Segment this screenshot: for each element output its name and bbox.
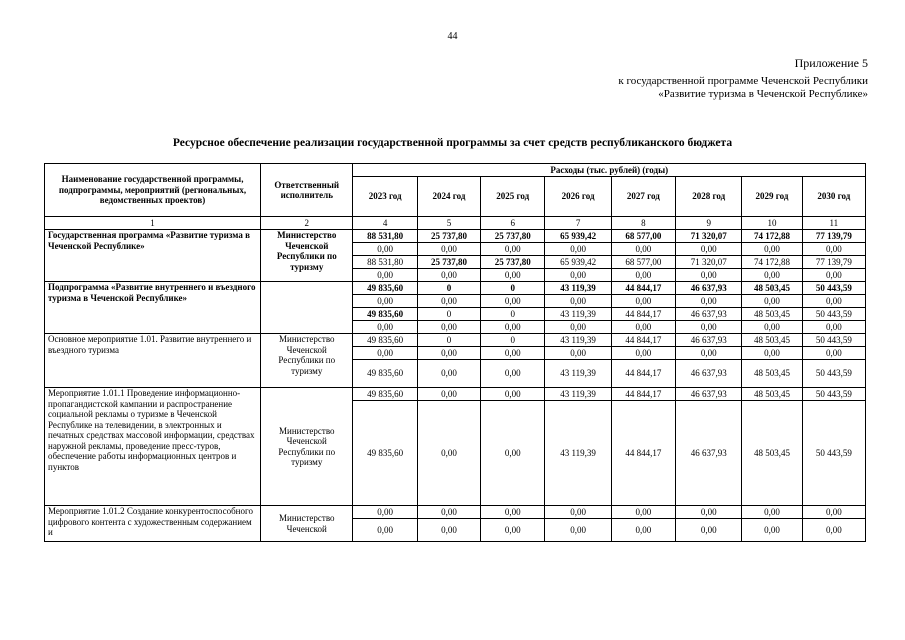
year-header: 2027 год <box>611 177 675 217</box>
cell-value: 48 503,45 <box>742 401 802 506</box>
cell-value: 0,00 <box>353 321 417 334</box>
cell-value: 0,00 <box>676 506 742 519</box>
cell-value: 0,00 <box>545 519 611 542</box>
col-number: 2 <box>261 217 353 230</box>
cell-value: 48 503,45 <box>742 388 802 401</box>
cell-value: 44 844,17 <box>611 282 675 295</box>
row-executor: Министерство Чеченской Республики по туризму <box>261 230 353 282</box>
row-executor: Министерство Чеченской <box>261 506 353 542</box>
col-number: 4 <box>353 217 417 230</box>
cell-value: 44 844,17 <box>611 388 675 401</box>
cell-value: 0,00 <box>417 388 480 401</box>
cell-value: 50 443,59 <box>802 388 865 401</box>
cell-value: 0,00 <box>481 401 545 506</box>
col-number: 8 <box>611 217 675 230</box>
cell-value: 0,00 <box>802 269 865 282</box>
cell-value: 0,00 <box>417 269 480 282</box>
cell-value: 0 <box>481 334 545 347</box>
row-name: Государственная программа «Развитие туризма в Чеченской Республике» <box>45 230 261 282</box>
cell-value: 49 835,60 <box>353 334 417 347</box>
cell-value: 50 443,59 <box>802 282 865 295</box>
cell-value: 88 531,80 <box>353 256 417 269</box>
cell-value: 0 <box>417 308 480 321</box>
cell-value: 43 119,39 <box>545 308 611 321</box>
year-header: 2029 год <box>742 177 802 217</box>
cell-value: 0,00 <box>417 347 480 360</box>
cell-value: 0,00 <box>417 295 480 308</box>
cell-value: 49 835,60 <box>353 360 417 388</box>
cell-value: 0,00 <box>353 295 417 308</box>
cell-value: 48 503,45 <box>742 282 802 295</box>
cell-value: 68 577,00 <box>611 230 675 243</box>
cell-value: 0,00 <box>676 519 742 542</box>
row-name: Основное мероприятие 1.01. Развитие внутреннего и въездного туризма <box>45 334 261 388</box>
appendix-line-2: «Развитие туризма в Чеченской Республике» <box>658 88 868 100</box>
row-name: Подпрограмма «Развитие внутреннего и въездного туризма в Чеченской Республике» <box>45 282 261 334</box>
col-number: 6 <box>481 217 545 230</box>
cell-value: 0,00 <box>742 295 802 308</box>
cell-value: 0,00 <box>676 295 742 308</box>
cell-value: 0,00 <box>481 243 545 256</box>
cell-value: 0,00 <box>545 506 611 519</box>
cell-value: 50 443,59 <box>802 308 865 321</box>
col-number: 10 <box>742 217 802 230</box>
cell-value: 50 443,59 <box>802 401 865 506</box>
cell-value: 0,00 <box>676 321 742 334</box>
cell-value: 0,00 <box>611 269 675 282</box>
cell-value: 0,00 <box>676 347 742 360</box>
table-row <box>45 230 866 243</box>
cell-value: 0,00 <box>611 295 675 308</box>
cell-value: 46 637,93 <box>676 388 742 401</box>
cell-value: 44 844,17 <box>611 334 675 347</box>
cell-value: 0,00 <box>742 321 802 334</box>
cell-value: 0,00 <box>802 506 865 519</box>
cell-value: 50 443,59 <box>802 334 865 347</box>
cell-value: 48 503,45 <box>742 360 802 388</box>
cell-value: 0,00 <box>481 506 545 519</box>
cell-value: 43 119,39 <box>545 360 611 388</box>
year-header: 2024 год <box>417 177 480 217</box>
year-header: 2023 год <box>353 177 417 217</box>
year-header: 2025 год <box>481 177 545 217</box>
cell-value: 0,00 <box>676 269 742 282</box>
cell-value: 0,00 <box>742 519 802 542</box>
cell-value: 0,00 <box>742 347 802 360</box>
cell-value: 46 637,93 <box>676 282 742 295</box>
year-header: 2030 год <box>802 177 865 217</box>
cell-value: 0,00 <box>353 519 417 542</box>
cell-value: 0,00 <box>545 347 611 360</box>
cell-value: 49 835,60 <box>353 388 417 401</box>
cell-value: 0,00 <box>417 243 480 256</box>
cell-value: 0 <box>481 282 545 295</box>
cell-value: 0,00 <box>417 519 480 542</box>
cell-value: 0,00 <box>481 269 545 282</box>
cell-value: 65 939,42 <box>545 256 611 269</box>
cell-value: 0,00 <box>481 388 545 401</box>
header-expenses: Расходы (тыс. рублей) (годы) <box>353 164 866 177</box>
row-name: Мероприятие 1.01.2 Создание конкурентоспособного цифрового контента с художественным содержанием и <box>45 506 261 542</box>
cell-value: 0,00 <box>545 295 611 308</box>
cell-value: 0,00 <box>545 243 611 256</box>
col-number: 5 <box>417 217 480 230</box>
cell-value: 68 577,00 <box>611 256 675 269</box>
cell-value: 0,00 <box>481 347 545 360</box>
cell-value: 0 <box>417 282 480 295</box>
cell-value: 0,00 <box>802 347 865 360</box>
cell-value: 71 320,07 <box>676 230 742 243</box>
cell-value: 48 503,45 <box>742 334 802 347</box>
cell-value: 49 835,60 <box>353 308 417 321</box>
cell-value: 0,00 <box>611 321 675 334</box>
cell-value: 43 119,39 <box>545 334 611 347</box>
table-row <box>45 388 866 401</box>
table-row <box>45 282 866 295</box>
cell-value: 44 844,17 <box>611 401 675 506</box>
appendix-line-1: к государственной программе Чеченской Республики <box>618 75 868 87</box>
cell-value: 0,00 <box>353 347 417 360</box>
cell-value: 0,00 <box>676 243 742 256</box>
cell-value: 48 503,45 <box>742 308 802 321</box>
cell-value: 0,00 <box>481 321 545 334</box>
cell-value: 88 531,80 <box>353 230 417 243</box>
resource-table <box>44 163 866 542</box>
cell-value: 0,00 <box>481 519 545 542</box>
col-number: 7 <box>545 217 611 230</box>
cell-value: 43 119,39 <box>545 282 611 295</box>
cell-value: 0,00 <box>802 519 865 542</box>
appendix-title: Приложение 5 <box>794 56 868 70</box>
cell-value: 46 637,93 <box>676 401 742 506</box>
cell-value: 0,00 <box>742 269 802 282</box>
cell-value: 43 119,39 <box>545 401 611 506</box>
cell-value: 0,00 <box>417 360 480 388</box>
cell-value: 0,00 <box>802 295 865 308</box>
col-number: 1 <box>45 217 261 230</box>
cell-value: 74 172,88 <box>742 256 802 269</box>
cell-value: 0 <box>417 334 480 347</box>
cell-value: 0,00 <box>481 360 545 388</box>
row-executor <box>261 282 353 334</box>
cell-value: 44 844,17 <box>611 308 675 321</box>
column-number-row <box>45 217 866 230</box>
cell-value: 0,00 <box>353 243 417 256</box>
document-title: Ресурсное обеспечение реализации государственной программы за счет средств республиканского бюджета <box>172 137 733 149</box>
cell-value: 0,00 <box>417 321 480 334</box>
cell-value: 0,00 <box>802 243 865 256</box>
cell-value: 0,00 <box>611 243 675 256</box>
cell-value: 25 737,80 <box>481 230 545 243</box>
cell-value: 77 139,79 <box>802 230 865 243</box>
page-number: 44 <box>447 31 458 42</box>
cell-value: 44 844,17 <box>611 360 675 388</box>
row-executor: Министерство Чеченской Республики по туризму <box>261 388 353 506</box>
cell-value: 0,00 <box>417 401 480 506</box>
cell-value: 0,00 <box>353 269 417 282</box>
year-header: 2028 год <box>676 177 742 217</box>
cell-value: 49 835,60 <box>353 282 417 295</box>
table-row <box>45 506 866 519</box>
col-number: 11 <box>802 217 865 230</box>
cell-value: 0,00 <box>481 295 545 308</box>
cell-value: 46 637,93 <box>676 334 742 347</box>
row-executor: Министерство Чеченской Республики по туризму <box>261 334 353 388</box>
cell-value: 0,00 <box>802 321 865 334</box>
cell-value: 0,00 <box>742 243 802 256</box>
cell-value: 0,00 <box>353 506 417 519</box>
year-header: 2026 год <box>545 177 611 217</box>
cell-value: 46 637,93 <box>676 308 742 321</box>
cell-value: 50 443,59 <box>802 360 865 388</box>
cell-value: 74 172,88 <box>742 230 802 243</box>
header-row <box>45 164 866 177</box>
cell-value: 77 139,79 <box>802 256 865 269</box>
cell-value: 0,00 <box>417 506 480 519</box>
cell-value: 0,00 <box>611 347 675 360</box>
cell-value: 25 737,80 <box>417 256 480 269</box>
table-row <box>45 334 866 347</box>
cell-value: 46 637,93 <box>676 360 742 388</box>
cell-value: 0,00 <box>611 519 675 542</box>
cell-value: 0,00 <box>742 506 802 519</box>
cell-value: 25 737,80 <box>481 256 545 269</box>
cell-value: 0 <box>481 308 545 321</box>
cell-value: 25 737,80 <box>417 230 480 243</box>
cell-value: 71 320,07 <box>676 256 742 269</box>
cell-value: 65 939,42 <box>545 230 611 243</box>
cell-value: 43 119,39 <box>545 388 611 401</box>
cell-value: 0,00 <box>611 506 675 519</box>
cell-value: 0,00 <box>545 321 611 334</box>
header-executor: Ответственный исполнитель <box>261 164 353 217</box>
col-number: 9 <box>676 217 742 230</box>
cell-value: 49 835,60 <box>353 401 417 506</box>
row-name: Мероприятие 1.01.1 Проведение информационно-пропагандистской кампании и распространение социальной рекламы о туризме в Чеченской Республике на телевидении, в электронных и печатных средствах массовой информации, средствах наружной рекламы, проведение пресс-туров, обеспечение работы информационных центров и пунктов <box>45 388 261 506</box>
cell-value: 0,00 <box>545 269 611 282</box>
header-name: Наименование государственной программы, подпрограммы, мероприятий (региональных, ведомственных проектов) <box>45 164 261 217</box>
